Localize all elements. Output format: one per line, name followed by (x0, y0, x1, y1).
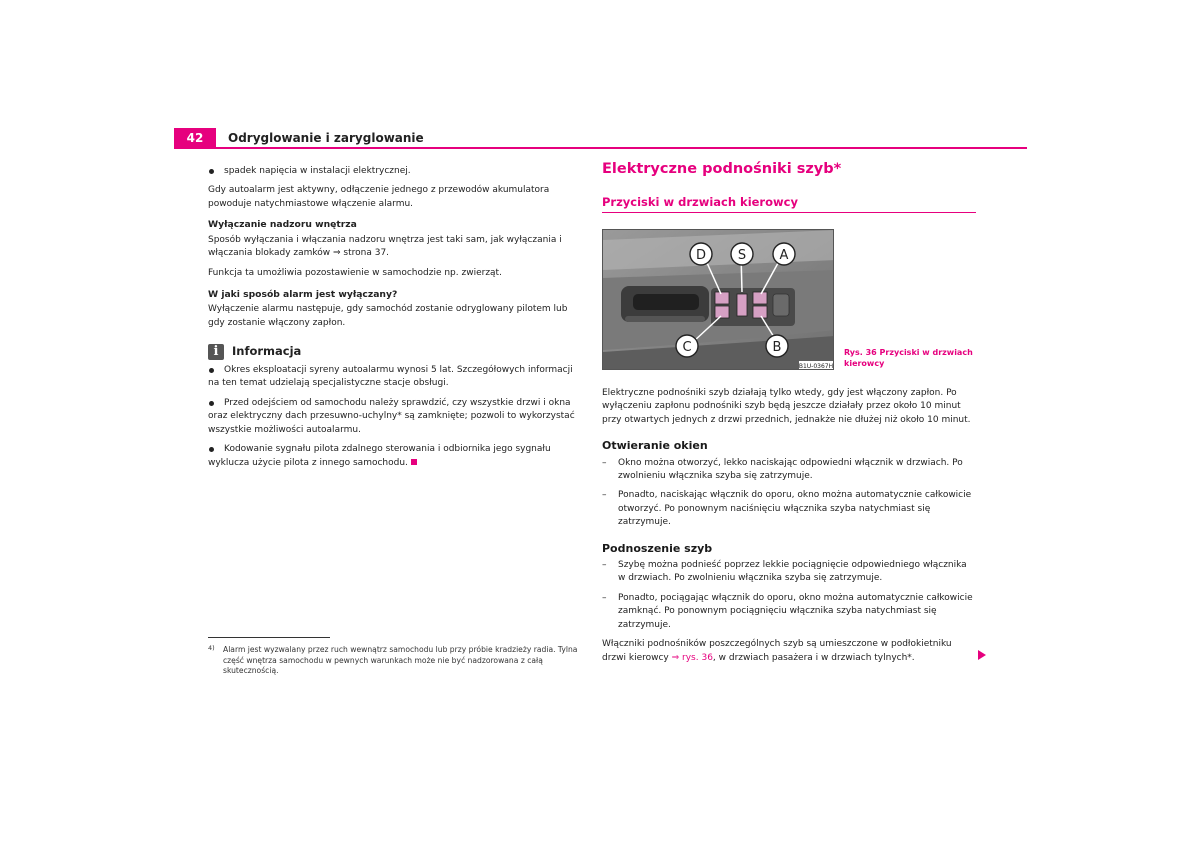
page-number: 42 (174, 128, 216, 148)
running-title: Odryglowanie i zaryglowanie (228, 131, 424, 145)
list-item: Przed odejściem od samochodu należy sprawdzić, czy wszystkie drzwi i okna oraz elektryczny dach przesuwno-uchylny* są zamknięte; pozwoli to wykorzystać wszystkie możliwości autoalarmu. (208, 397, 582, 437)
paragraph-battery: Gdy autoalarm jest aktywny, odłączenie jednego z przewodów akumulatora powoduje natychmiastowe włączenie alarmu. (208, 185, 550, 209)
info-icon: i (208, 344, 224, 360)
list-item: – Ponadto, pociągając włącznik do oporu, okno można automatycznie całkowicie zamknąć. Po ponownym pociągnięciu włącznika szyba natychmiast się zatrzymuje. (602, 592, 976, 632)
heading-interior-monitoring: Wyłączanie nadzoru wnętrza (208, 219, 357, 231)
info-title: Informacja (232, 344, 302, 359)
list-item: – Ponadto, naciskając włącznik do oporu, okno można automatycznie całkowicie otworzyć. Po ponownym naciśnięciu włącznika szyba natychmiast się zatrzymuje. (602, 489, 976, 529)
callout-c-label: C (682, 340, 692, 355)
heading-alarm-off: W jaki sposób alarm jest wyłączany? (208, 288, 398, 300)
info-box-header (208, 344, 582, 360)
footnote (208, 645, 582, 677)
right-column-header (602, 163, 976, 213)
paragraph-intro: Elektryczne podnośniki szyb działają tylko wtedy, gdy jest włączony zapłon. Po wyłączeniu zapłonu podnośniki szyb będą jeszcze działały przez około 10 minut przy otwartych jednych z drzwi przednich, jednakże nie dłużej niż około 10 minut. (602, 388, 971, 425)
list-item: – Okno można otworzyć, lekko naciskając odpowiedni włącznik w drzwiach. Po zwolnieniu włącznika szyba się zatrzymuje. (602, 457, 976, 484)
continue-arrow-icon (978, 650, 986, 660)
paragraph-interior-2: Funkcja ta umożliwia pozostawienie w samochodzie np. zwierząt. (208, 268, 502, 279)
paragraph-alarm-off: Wyłączenie alarmu następuje, gdy samochód zostanie odryglowany pilotem lub gdy zostanie włączony zapłon. (208, 304, 568, 328)
callout-b-label: B (772, 340, 782, 355)
heading-opening-windows: Otwieranie okien (602, 439, 708, 453)
section-end-marker (411, 459, 417, 465)
callout-s (731, 243, 753, 265)
figure-reference-link[interactable]: ⇒ rys. 36 (671, 652, 713, 663)
heading-closing-windows: Podnoszenie szyb (602, 541, 713, 555)
door-armrest-illustration (603, 230, 834, 370)
callout-a-label: A (779, 248, 789, 263)
paragraph-text-b: , w drzwiach pasażera i w drzwiach tylnych*. (712, 652, 915, 663)
left-column (208, 165, 582, 476)
list-item (208, 443, 582, 470)
paragraph-interior-1: Sposób wyłączania i włączania nadzoru wnętrza jest taki sam, jak wyłączania i włączania blokady zamków ⇒ strona 37. (208, 234, 562, 259)
footnote-text: Alarm jest wyzwalany przez ruch wewnątrz samochodu lub przy próbie kradzieży radia. Tylna część wnętrza samochodu w pewnych warunkach może nie być nadzorowana z całą skutecznością. (223, 645, 578, 676)
callout-d (690, 243, 712, 265)
list-item: – Szybę można podnieść poprzez lekkie pociągnięcie odpowiedniego włącznika w drzwiach. Po zwolnieniu włącznika szyba się zatrzymuje. (602, 559, 976, 586)
paragraph-switch-location (602, 638, 976, 665)
list-item: Okres eksploatacji syreny autoalarmu wynosi 5 lat. Szczegółowych informacji na ten temat udzielają specjalistyczne stacje obsługi. (208, 364, 582, 391)
header-rule (174, 147, 1027, 149)
section-title: Elektryczne podnośniki szyb* (602, 161, 842, 177)
footnote-rule (208, 637, 330, 638)
list-item-text: Kodowanie sygnału pilota zdalnego sterowania i odbiornika jego sygnału wyklucza użycie pilota z innego samochodu. (208, 444, 551, 468)
callout-d-label: D (695, 248, 707, 263)
figure-window-switches (602, 229, 834, 370)
figure-code: B1U-0367H (798, 363, 834, 370)
paragraph-text-a: Włączniki podnośników poszczególnych szyb są umieszczone w podłokietniku drzwi kierowcy (602, 639, 952, 663)
footnote-marker: 4) (208, 644, 215, 652)
list-item: spadek napięcia w instalacji elektrycznej. (208, 165, 582, 178)
callout-b (766, 335, 788, 357)
figure-caption: Rys. 36 Przyciski w drzwiach kierowcy (844, 348, 973, 368)
callout-a (773, 243, 795, 265)
callout-s-label: S (737, 248, 747, 263)
subsection-title: Przyciski w drzwiach kierowcy (602, 196, 976, 212)
right-column-body (602, 387, 976, 672)
callout-c (676, 335, 698, 357)
